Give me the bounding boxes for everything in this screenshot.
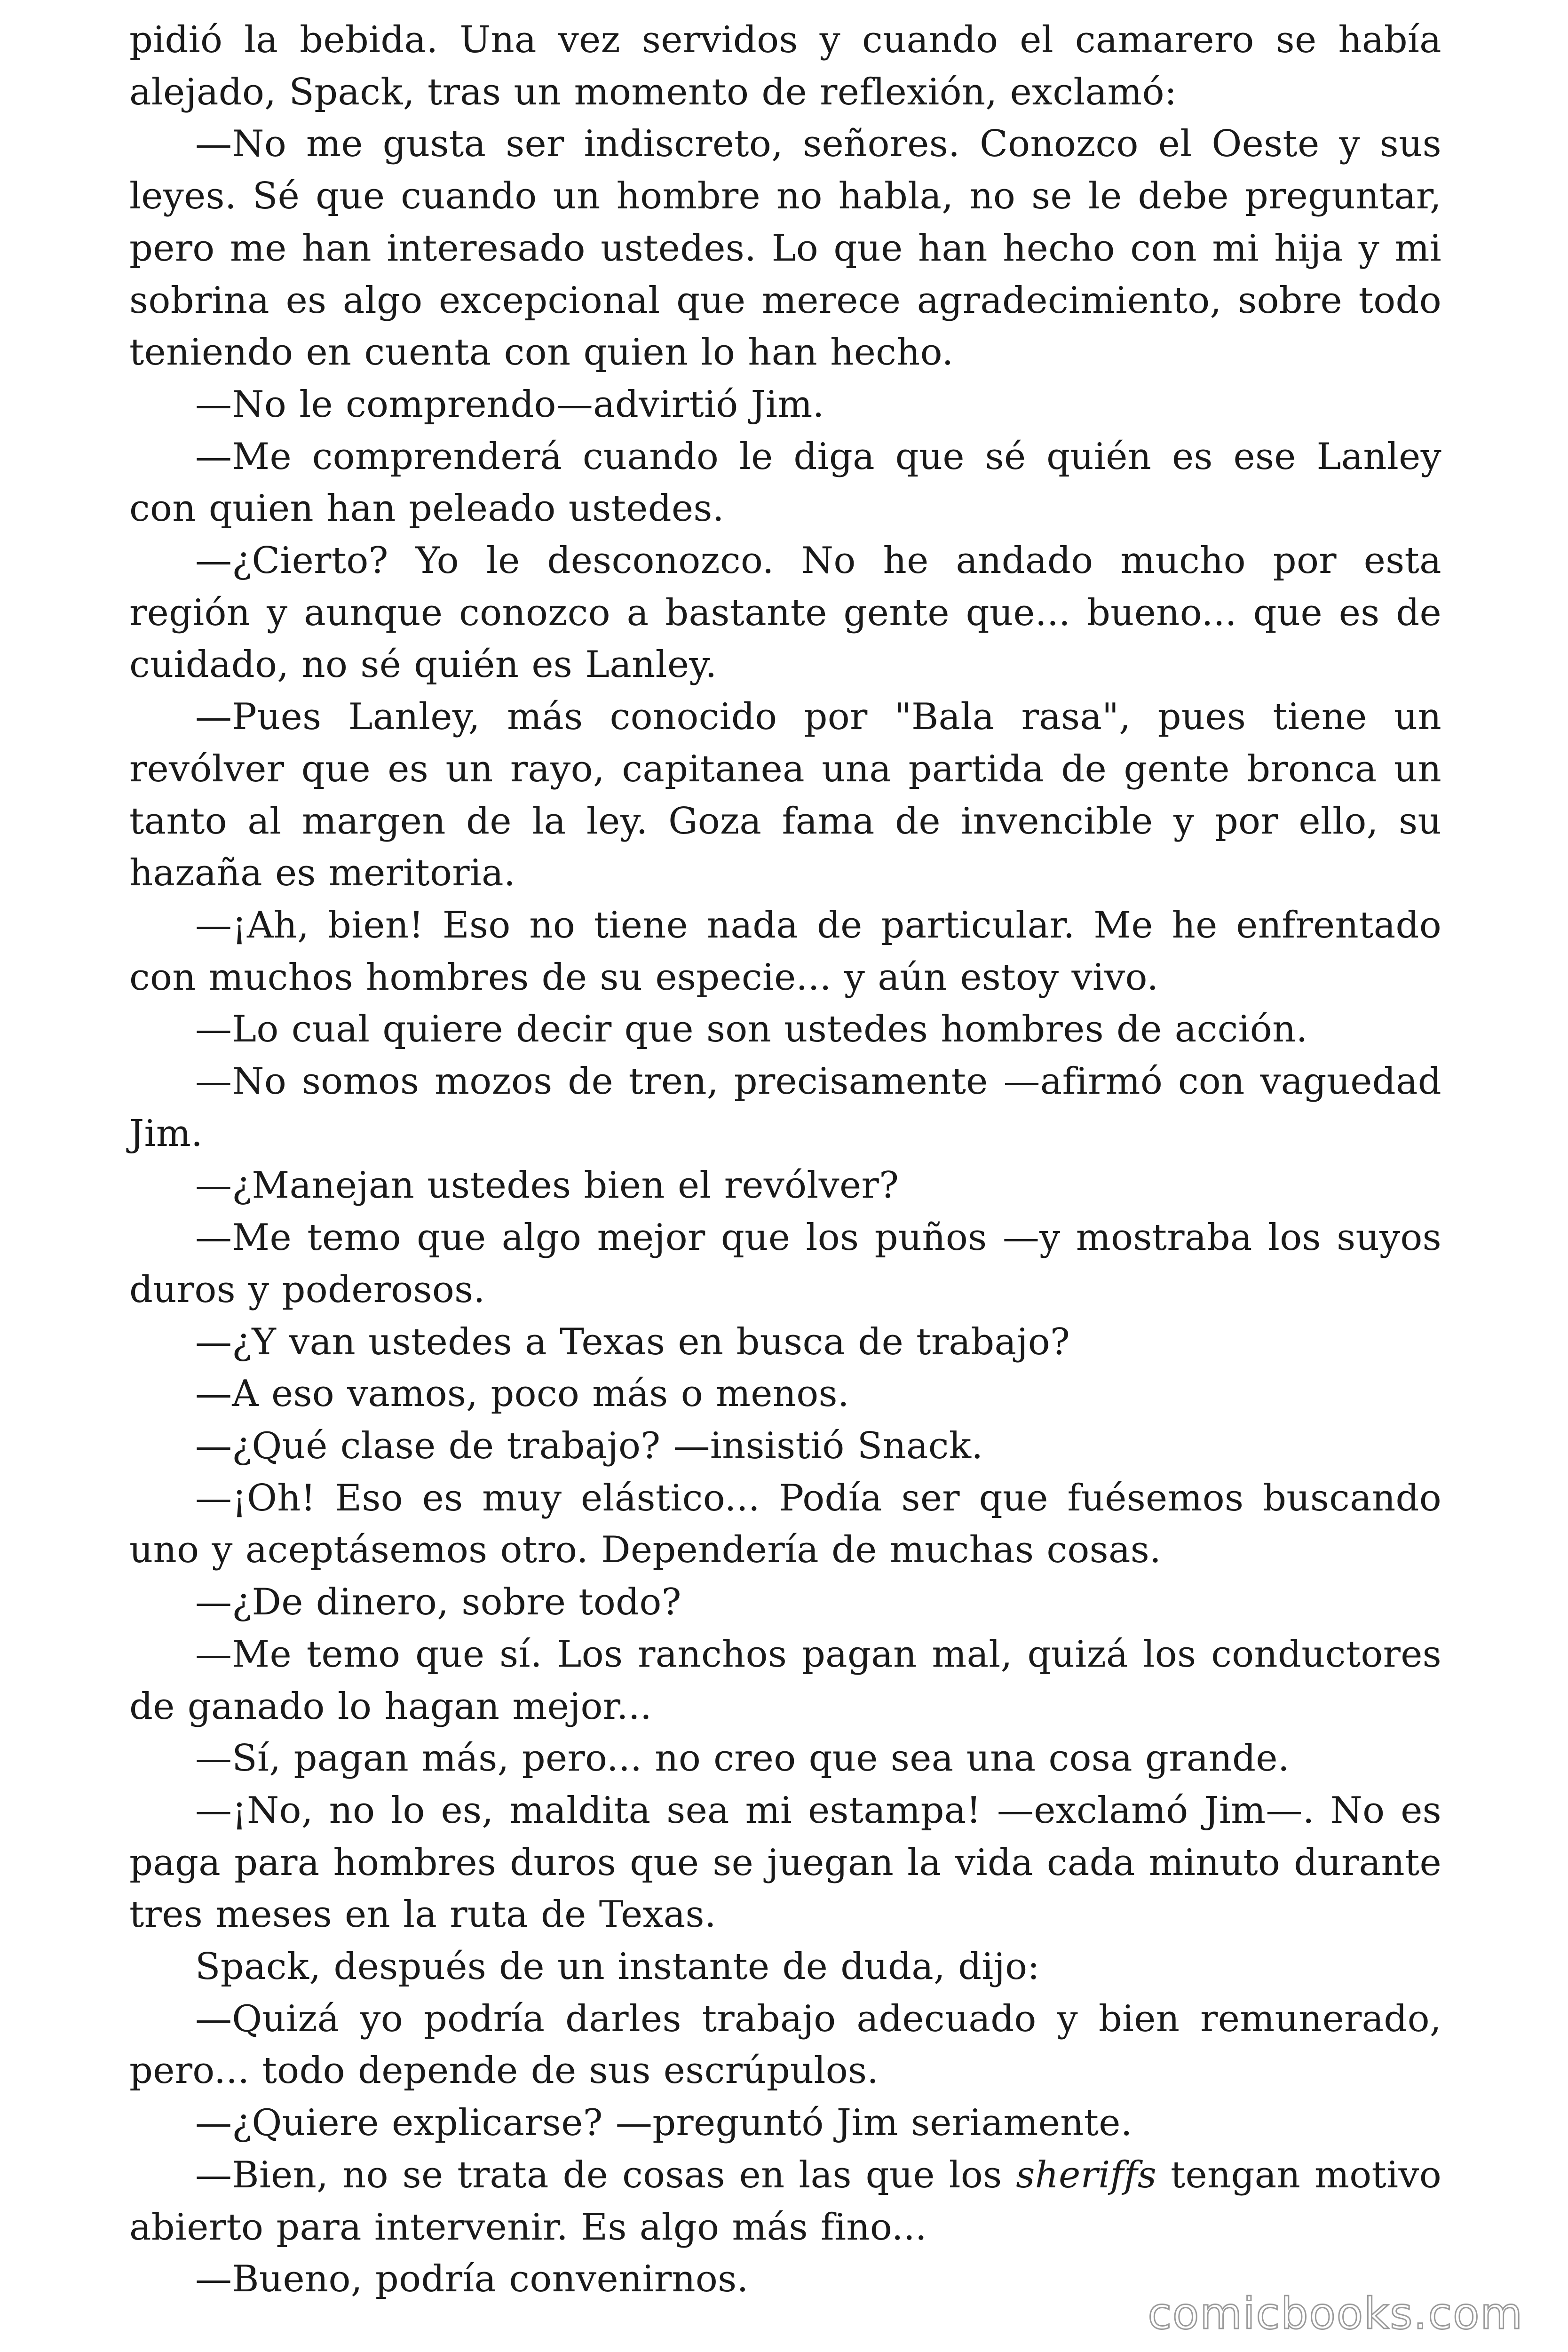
paragraph-text: —Pues Lanley, más conocido por "Bala rasa", pues tiene un revólver que es un rayo, capitanea una partida de gente bronca un tanto al margen de la ley. Goza fama de invencible y por ello, su hazaña es meritoria. <box>129 696 1441 895</box>
paragraph <box>129 431 1441 535</box>
paragraph <box>129 1056 1441 1160</box>
paragraph <box>129 1472 1441 1576</box>
paragraph-text: —¿Y van ustedes a Texas en busca de trabajo? <box>195 1320 1070 1363</box>
paragraph <box>129 1576 1441 1629</box>
paragraph <box>129 1629 1441 1732</box>
paragraph <box>129 118 1441 379</box>
paragraph-text: —No le comprendo—advirtió Jim. <box>195 383 824 426</box>
paragraph-text: —¿De dinero, sobre todo? <box>195 1581 681 1624</box>
book-page-text <box>129 14 1441 2305</box>
paragraph-text: —No somos mozos de tren, precisamente —afirmó con vaguedad Jim. <box>129 1060 1441 1155</box>
paragraph-text: —Me temo que sí. Los ranchos pagan mal, quizá los conductores de ganado lo hagan mejor... <box>129 1633 1441 1728</box>
paragraph-text: —No me gusta ser indiscreto, señores. Conozco el Oeste y sus leyes. Sé que cuando un hombre no habla, no se le debe preguntar, pero me han interesado ustedes. Lo que han hecho con mi hija y mi sobrina es algo excepcional que merece agradecimiento, sobre todo teniendo en cuenta con quien lo han hecho. <box>129 123 1441 374</box>
paragraph <box>129 1212 1441 1316</box>
paragraph-text: —Bueno, podría convenirnos. <box>195 2258 749 2301</box>
paragraph-text: —¿Manejan ustedes bien el revólver? <box>195 1164 899 1207</box>
paragraph <box>129 691 1441 899</box>
paragraph <box>129 1420 1441 1472</box>
paragraph-text: tengan motivo abierto para intervenir. Es algo más fino... <box>129 2153 1442 2249</box>
paragraph <box>129 1732 1441 1785</box>
paragraph-text: —¿Qué clase de trabajo? —insistió Snack. <box>195 1424 983 1467</box>
paragraph <box>129 1003 1441 1056</box>
paragraph <box>129 379 1441 431</box>
paragraph <box>129 14 1441 118</box>
paragraph <box>129 1316 1441 1368</box>
paragraph-text: —¡No, no lo es, maldita sea mi estampa! —exclamó Jim—. No es paga para hombres duros que se juegan la vida cada minuto durante tres meses en la ruta de Texas. <box>129 1789 1441 1936</box>
paragraph-text: —¡Oh! Eso es muy elástico... Podía ser que fuésemos buscando uno y aceptásemos otro. Dependería de muchas cosas. <box>129 1477 1441 1572</box>
paragraph-text: —Bien, no se trata de cosas en las que los <box>195 2153 1016 2196</box>
paragraph-text: —Me comprenderá cuando le diga que sé quién es ese Lanley con quien han peleado ustedes. <box>129 435 1441 530</box>
paragraph <box>129 899 1441 1003</box>
paragraph-text: —Quizá yo podría darles trabajo adecuado y bien remunerado, pero... todo depende de sus escrúpulos. <box>129 1997 1441 2092</box>
paragraph <box>129 1993 1441 2097</box>
paragraph-text: —Me temo que algo mejor que los puños —y mostraba los suyos duros y poderosos. <box>129 1216 1441 1311</box>
paragraph <box>129 535 1441 691</box>
paragraph-text: pidió la bebida. Una vez servidos y cuando el camarero se había alejado, Spack, tras un momento de reflexión, exclamó: <box>129 19 1441 113</box>
watermark: comicbooks.com <box>1148 2288 1523 2339</box>
paragraph <box>129 1941 1441 1993</box>
paragraph-text: —¿Quiere explicarse? —preguntó Jim seriamente. <box>195 2102 1132 2145</box>
paragraph <box>129 2097 1441 2149</box>
paragraph-text: —A eso vamos, poco más o menos. <box>195 1373 849 1415</box>
paragraph-text: —¿Cierto? Yo le desconozco. No he andado mucho por esta región y aunque conozco a bastante gente que... bueno... que es de cuidado, no sé quién es Lanley. <box>129 540 1441 686</box>
paragraph-text: Spack, después de un instante de duda, dijo: <box>195 1946 1040 1988</box>
paragraph <box>129 1785 1441 1941</box>
paragraph-text: —¡Ah, bien! Eso no tiene nada de particular. Me he enfrentado con muchos hombres de su especie... y aún estoy vivo. <box>129 904 1441 999</box>
paragraph-text: —Lo cual quiere decir que son ustedes hombres de acción. <box>195 1008 1308 1051</box>
italic-text: sheriffs <box>1016 2153 1157 2196</box>
paragraph <box>129 1160 1441 1212</box>
paragraph-text: —Sí, pagan más, pero... no creo que sea una cosa grande. <box>195 1737 1290 1780</box>
paragraph <box>129 2149 1441 2253</box>
paragraph <box>129 1368 1441 1420</box>
